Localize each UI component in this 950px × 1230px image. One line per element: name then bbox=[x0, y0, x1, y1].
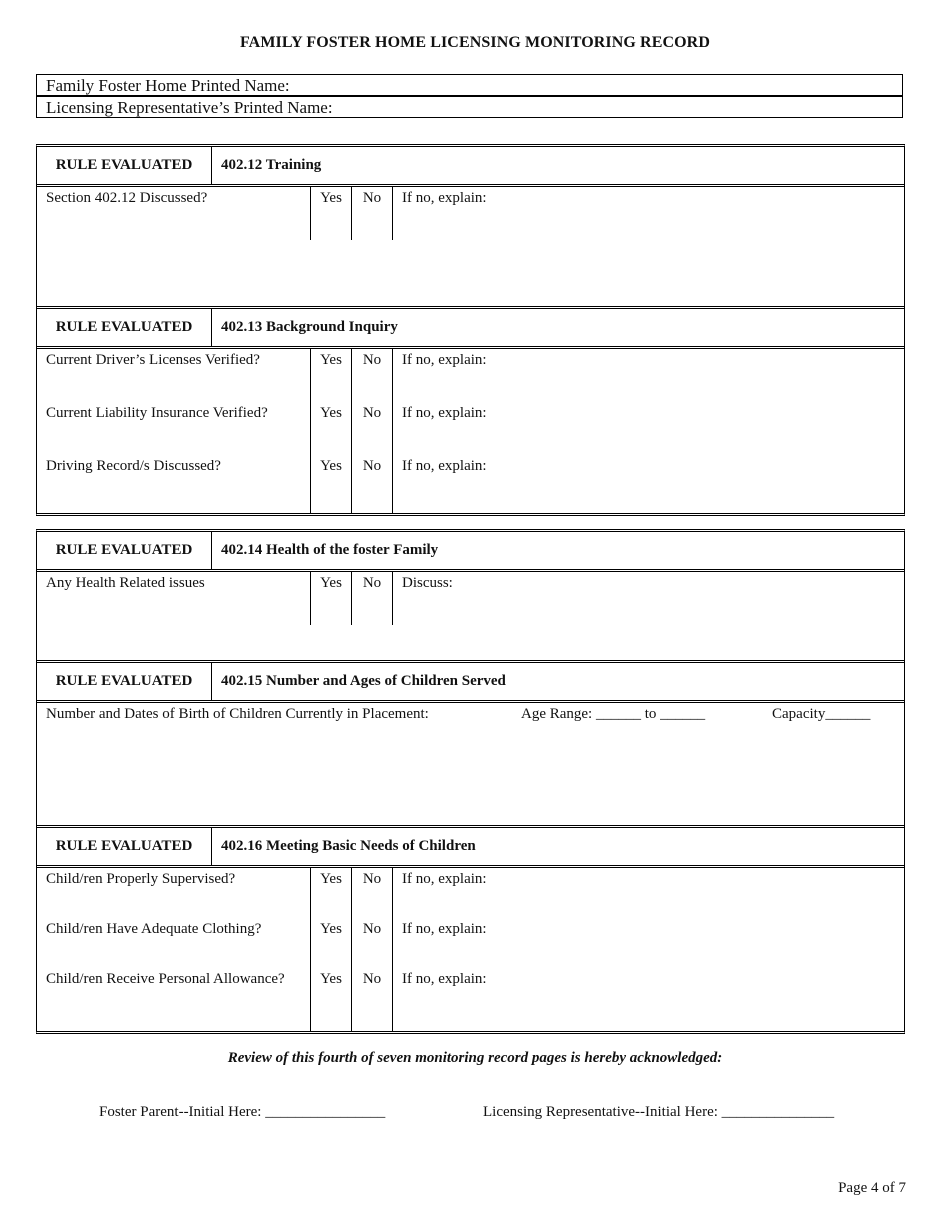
question-column bbox=[37, 349, 311, 513]
rep-name-field[interactable] bbox=[36, 96, 903, 118]
explain-field[interactable]: If no, explain: bbox=[402, 352, 487, 368]
foster-parent-initial-field[interactable]: Foster Parent--Initial Here: ________________ bbox=[99, 1104, 386, 1120]
rule-label: RULE EVALUATED bbox=[37, 147, 212, 184]
question-label: Current Liability Insurance Verified? bbox=[46, 405, 268, 421]
rule-name-402-14: 402.14 Health of the foster Family bbox=[221, 542, 439, 558]
rule-name-402-13: 402.13 Background Inquiry bbox=[221, 319, 398, 335]
explain-field[interactable]: If no, explain: bbox=[402, 190, 487, 206]
yes-option[interactable]: Yes bbox=[320, 971, 342, 987]
no-option[interactable]: No bbox=[362, 405, 382, 421]
age-range-field[interactable]: Age Range: ______ to ______ bbox=[521, 706, 706, 722]
no-column bbox=[352, 349, 393, 513]
section-block-1 bbox=[36, 144, 905, 516]
question-label: Any Health Related issues bbox=[37, 572, 311, 625]
question-row bbox=[37, 572, 904, 663]
rep-initial-field[interactable]: Licensing Representative--Initial Here: _______________ bbox=[483, 1104, 835, 1120]
question-group bbox=[37, 868, 904, 1031]
capacity-field[interactable]: Capacity______ bbox=[772, 706, 871, 722]
question-column bbox=[37, 868, 311, 1031]
page-title: FAMILY FOSTER HOME LICENSING MONITORING RECORD bbox=[240, 34, 710, 51]
explain-column bbox=[393, 349, 904, 513]
question-label: Section 402.12 Discussed? bbox=[37, 187, 311, 240]
rule-row-402-12 bbox=[37, 147, 904, 187]
family-name-field[interactable] bbox=[36, 74, 903, 96]
rule-label: RULE EVALUATED bbox=[37, 828, 212, 865]
no-column bbox=[352, 868, 393, 1031]
rule-row-402-15 bbox=[37, 663, 904, 703]
yes-option[interactable]: Yes bbox=[311, 572, 352, 625]
no-option[interactable]: No bbox=[362, 871, 382, 887]
yes-option[interactable]: Yes bbox=[320, 458, 342, 474]
no-option[interactable]: No bbox=[362, 352, 382, 368]
rule-name-402-15: 402.15 Number and Ages of Children Served bbox=[221, 673, 506, 689]
explain-column bbox=[393, 868, 904, 1031]
children-label: Number and Dates of Birth of Children Currently in Placement: bbox=[46, 706, 429, 722]
rule-label: RULE EVALUATED bbox=[37, 663, 212, 700]
explain-field[interactable]: If no, explain: bbox=[402, 458, 487, 474]
rule-row-402-16 bbox=[37, 828, 904, 868]
no-option[interactable]: No bbox=[352, 572, 393, 625]
question-label: Child/ren Have Adequate Clothing? bbox=[46, 921, 262, 937]
no-option[interactable]: No bbox=[362, 458, 382, 474]
rep-name-label: Licensing Representative’s Printed Name: bbox=[46, 98, 333, 117]
question-label: Child/ren Properly Supervised? bbox=[46, 871, 236, 887]
acknowledgement-text: Review of this fourth of seven monitoring record pages is hereby acknowledged: bbox=[227, 1050, 723, 1066]
yes-option[interactable]: Yes bbox=[311, 187, 352, 240]
explain-field[interactable]: If no, explain: bbox=[402, 405, 487, 421]
rule-label: RULE EVALUATED bbox=[37, 309, 212, 346]
rule-name-402-16: 402.16 Meeting Basic Needs of Children bbox=[221, 838, 476, 854]
yes-option[interactable]: Yes bbox=[320, 921, 342, 937]
rule-row-402-14 bbox=[37, 532, 904, 572]
explain-field[interactable]: If no, explain: bbox=[402, 971, 487, 987]
question-label: Driving Record/s Discussed? bbox=[46, 458, 221, 474]
rule-label: RULE EVALUATED bbox=[37, 532, 212, 569]
explain-field[interactable]: If no, explain: bbox=[402, 921, 487, 937]
yes-option[interactable]: Yes bbox=[320, 871, 342, 887]
yes-option[interactable]: Yes bbox=[320, 352, 342, 368]
family-name-label: Family Foster Home Printed Name: bbox=[46, 76, 290, 95]
yes-column bbox=[311, 349, 352, 513]
question-label: Child/ren Receive Personal Allowance? bbox=[46, 971, 285, 987]
question-row bbox=[37, 187, 904, 309]
discuss-field[interactable]: Discuss: bbox=[402, 575, 453, 591]
no-option[interactable]: No bbox=[362, 971, 382, 987]
yes-column bbox=[311, 868, 352, 1031]
children-row[interactable] bbox=[37, 703, 904, 828]
section-block-2 bbox=[36, 529, 905, 1034]
no-option[interactable]: No bbox=[352, 187, 393, 240]
explain-field[interactable]: If no, explain: bbox=[402, 871, 487, 887]
rule-name-402-12: 402.12 Training bbox=[221, 157, 322, 173]
rule-row-402-13 bbox=[37, 309, 904, 349]
yes-option[interactable]: Yes bbox=[320, 405, 342, 421]
no-option[interactable]: No bbox=[362, 921, 382, 937]
question-group bbox=[37, 349, 904, 513]
question-label: Current Driver’s Licenses Verified? bbox=[46, 352, 260, 368]
page-number: Page 4 of 7 bbox=[838, 1180, 906, 1196]
